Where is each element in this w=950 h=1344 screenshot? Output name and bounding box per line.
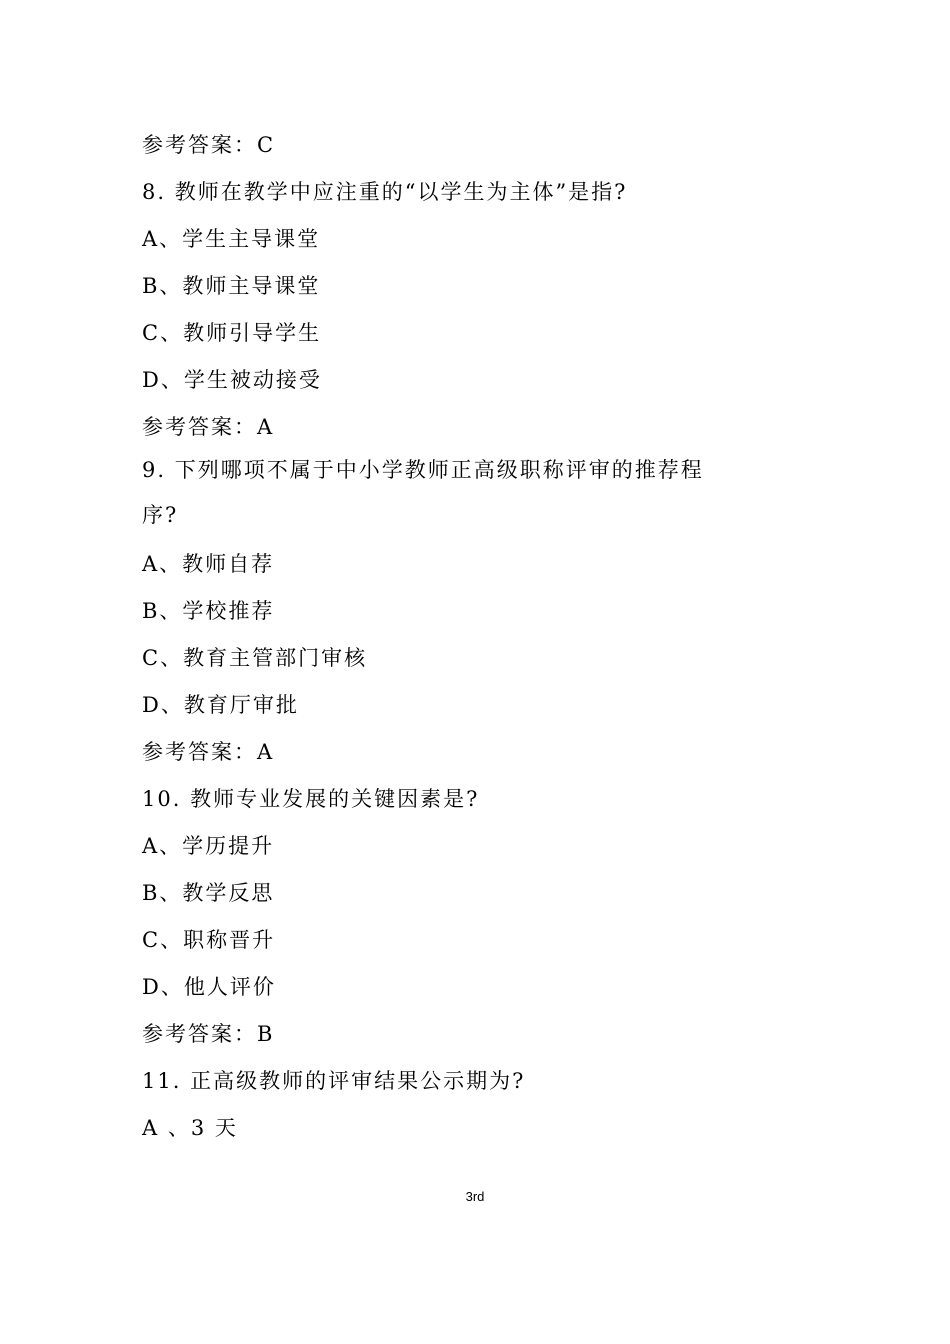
question-9-line-1: 9. 下列哪项不属于中小学教师正高级职称评审的推荐程 bbox=[142, 458, 704, 482]
answer-q7: 参考答案：C bbox=[142, 133, 276, 157]
q8-option-c: C、教师引导学生 bbox=[142, 321, 322, 345]
q11-option-a: A 、3 天 bbox=[142, 1116, 238, 1140]
q9-option-c: C、教育主管部门审核 bbox=[142, 646, 368, 670]
question-8: 8. 教师在教学中应注重的“以学生为主体”是指? bbox=[142, 180, 628, 204]
q8-option-a: A、学生主导课堂 bbox=[142, 227, 321, 251]
q8-option-b: B、教师主导课堂 bbox=[142, 274, 321, 298]
answer-q8: 参考答案：A bbox=[142, 415, 275, 439]
q10-option-d: D、他人评价 bbox=[142, 975, 276, 999]
question-9-line-2: 序? bbox=[142, 503, 179, 527]
answer-q10: 参考答案：B bbox=[142, 1022, 275, 1046]
q10-option-a: A、学历提升 bbox=[142, 834, 275, 858]
q9-option-d: D、教育厅审批 bbox=[142, 693, 299, 717]
question-11: 11. 正高级教师的评审结果公示期为? bbox=[142, 1069, 526, 1093]
q9-option-b: B、学校推荐 bbox=[142, 599, 275, 623]
q9-option-a: A、教师自荐 bbox=[142, 552, 275, 576]
page-number: 3rd bbox=[465, 1189, 485, 1204]
q10-option-c: C、职称晋升 bbox=[142, 928, 276, 952]
q8-option-d: D、学生被动接受 bbox=[142, 368, 322, 392]
question-10: 10. 教师专业发展的关键因素是? bbox=[142, 787, 480, 811]
q10-option-b: B、教学反思 bbox=[142, 881, 275, 905]
answer-q9: 参考答案：A bbox=[142, 740, 275, 764]
document-body bbox=[142, 122, 812, 1152]
